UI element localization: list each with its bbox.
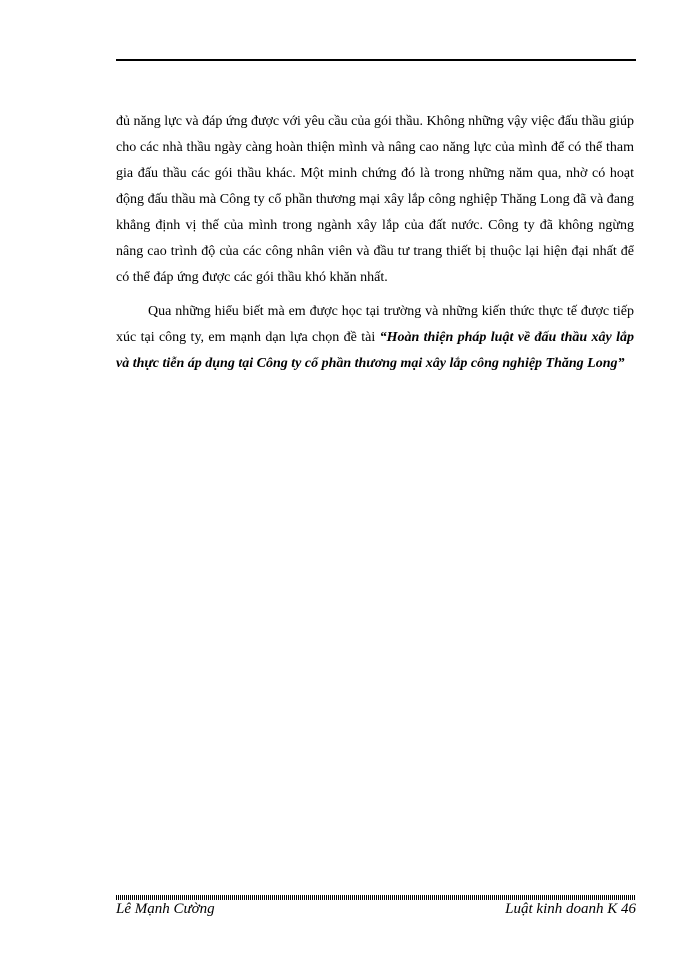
paragraph-2-lead: Qua những hiểu biết mà em được học tại trường và những kiến thức thực tế được tiếp xúc tại công ty, em mạnh dạn lựa chọn đề tài <box>116 304 634 345</box>
body-text <box>116 109 634 377</box>
footer-course: Luật kinh doanh K 46 <box>505 901 636 917</box>
footer-author: Lê Mạnh Cường <box>116 901 215 917</box>
footer-rule <box>116 895 636 900</box>
paragraph-1: đủ năng lực và đáp ứng được với yêu cầu của gói thầu. Không những vậy việc đấu thầu giúp cho các nhà thầu ngày càng hoàn thiện mình và nâng cao năng lực của mình để có thể tham gia đấu thầu các gói thầu khác. Một minh chứng đó là trong những năm qua, nhờ có hoạt động đấu thầu mà Công ty cổ phần thương mại xây lắp công nghiệp Thăng Long đã và đang khẳng định vị thế của mình trong ngành xây lắp của đất nước. Công ty đã không ngừng nâng cao trình độ của các công nhân viên và đầu tư trang thiết bị thuộc lại hiện đại nhất để có thể đáp ứng được các gói thầu khó khăn nhất. <box>116 114 634 285</box>
paragraph-2 <box>116 299 634 377</box>
thesis-title: “Hoàn thiện pháp luật về đấu thầu xây lắp và thực tiễn áp dụng tại Công ty cổ phần thương mại xây lắp công nghiệp Thăng Long” <box>116 330 635 371</box>
header-rule <box>116 59 636 61</box>
page-footer <box>116 901 636 923</box>
